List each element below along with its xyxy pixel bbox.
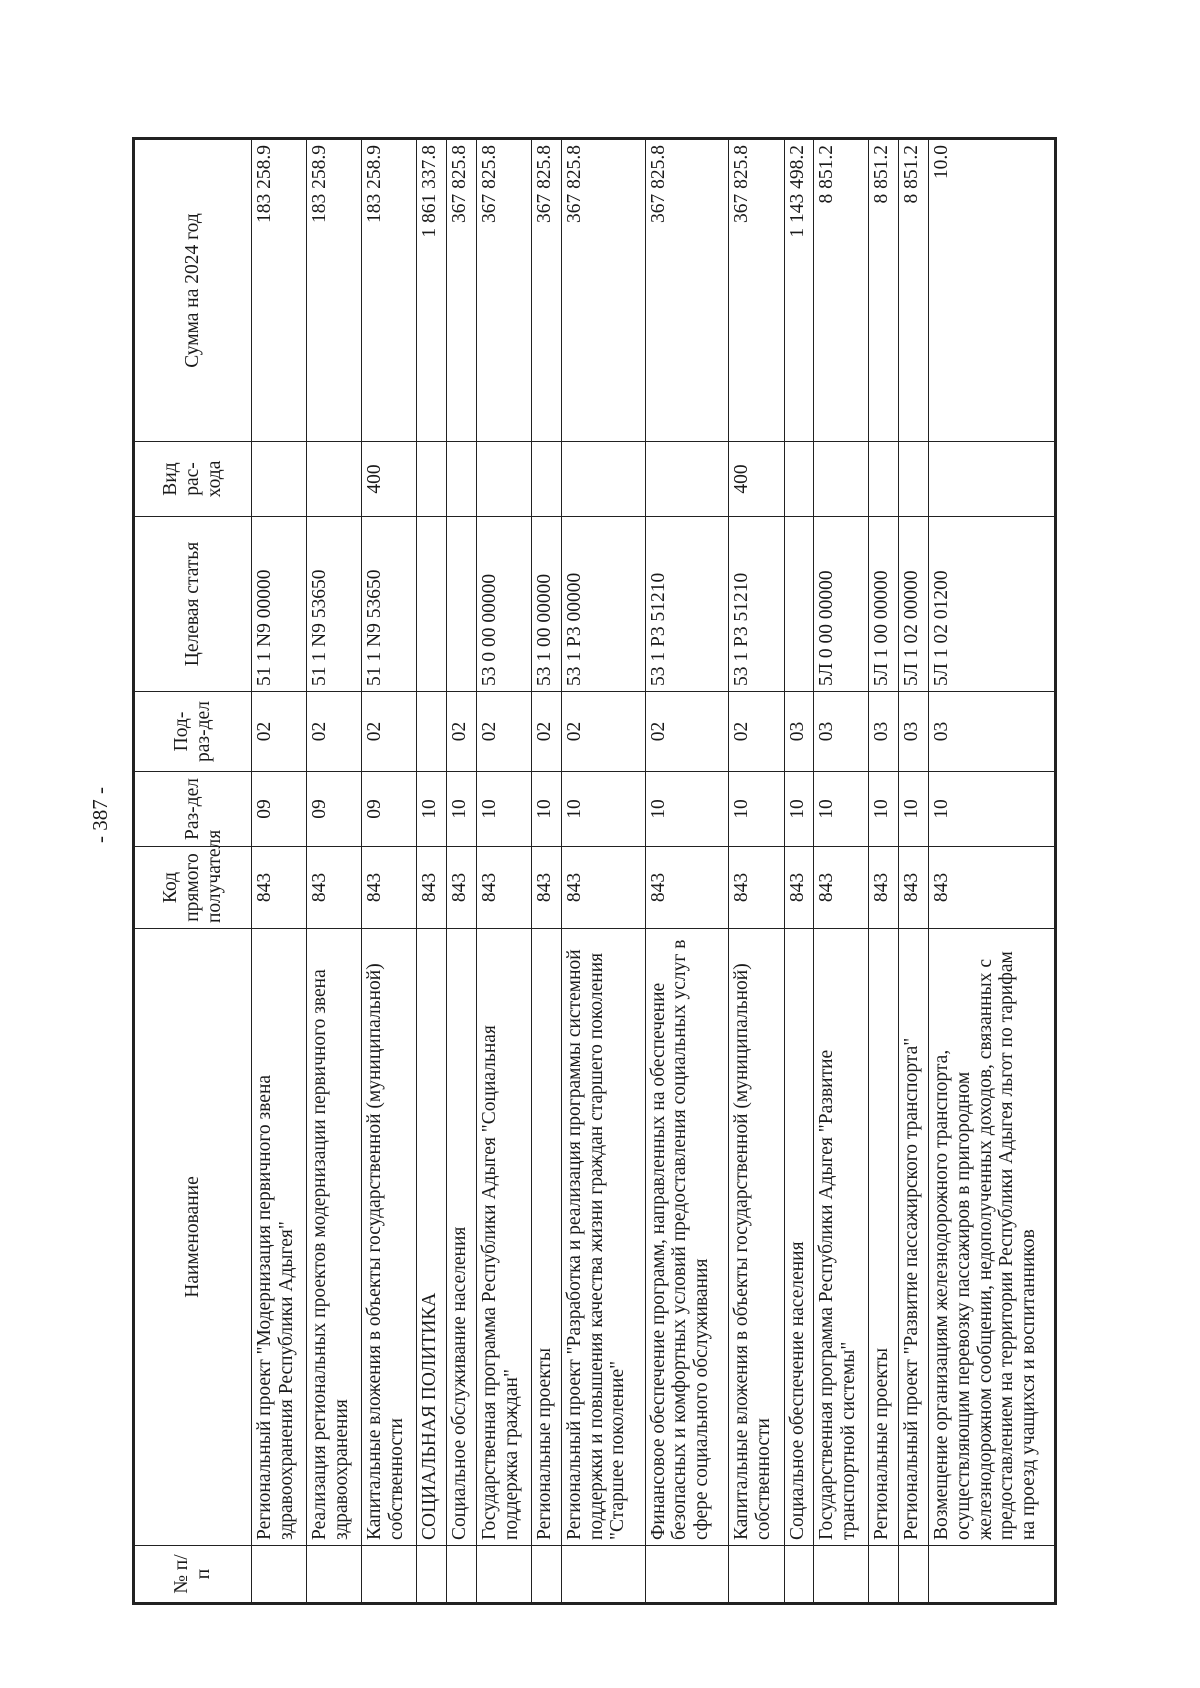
cell-vid — [928, 442, 1055, 517]
cell-sum: 367 825.8 — [729, 139, 784, 442]
cell-name: Государственная программа Республики Адыгея "Социальная поддержка граждан" — [476, 929, 531, 1546]
cell-sum: 10.0 — [928, 139, 1055, 442]
cell-razdel: 10 — [645, 772, 729, 847]
cell-podrazdel: 02 — [645, 692, 729, 772]
cell-statya: 51 1 N9 00000 — [252, 517, 307, 692]
cell-sum: 8 851.2 — [899, 139, 929, 442]
cell-podrazdel: 03 — [869, 692, 899, 772]
table-row — [869, 139, 899, 1604]
cell-podrazdel: 03 — [899, 692, 929, 772]
cell-statya — [447, 517, 477, 692]
cell-razdel: 09 — [307, 772, 362, 847]
cell-num — [447, 1546, 477, 1604]
cell-name: Региональный проект "Разработка и реализация программы системной поддержки и повышения качества жизни граждан старшего поколения "Старшее поколение" — [561, 929, 645, 1546]
table-row — [532, 139, 562, 1604]
cell-sum: 1 861 337.8 — [417, 139, 447, 442]
table-row — [362, 139, 417, 1604]
cell-razdel: 10 — [869, 772, 899, 847]
cell-podrazdel: 02 — [729, 692, 784, 772]
cell-code: 843 — [476, 847, 531, 929]
cell-razdel: 10 — [729, 772, 784, 847]
cell-name: Социальное обслуживание населения — [447, 929, 477, 1546]
cell-statya — [784, 517, 814, 692]
cell-num — [869, 1546, 899, 1604]
cell-num — [814, 1546, 869, 1604]
cell-sum: 1 143 498.2 — [784, 139, 814, 442]
cell-razdel: 10 — [476, 772, 531, 847]
cell-podrazdel: 02 — [447, 692, 477, 772]
header-vid: Вид рас-хода — [134, 442, 252, 517]
cell-code: 843 — [928, 847, 1055, 929]
cell-statya: 5Л 1 00 00000 — [869, 517, 899, 692]
cell-podrazdel: 02 — [476, 692, 531, 772]
cell-sum: 183 258.9 — [362, 139, 417, 442]
cell-statya: 53 1 P3 00000 — [561, 517, 645, 692]
cell-razdel: 10 — [899, 772, 929, 847]
header-statya: Целевая статья — [134, 517, 252, 692]
cell-statya: 53 1 P3 51210 — [645, 517, 729, 692]
header-row — [134, 139, 252, 1604]
cell-vid: 400 — [362, 442, 417, 517]
cell-razdel: 10 — [814, 772, 869, 847]
cell-name: Социальное обеспечение населения — [784, 929, 814, 1546]
cell-statya — [417, 517, 447, 692]
cell-num — [645, 1546, 729, 1604]
cell-name: СОЦИАЛЬНАЯ ПОЛИТИКА — [417, 929, 447, 1546]
cell-num — [307, 1546, 362, 1604]
cell-razdel: 09 — [252, 772, 307, 847]
cell-vid — [784, 442, 814, 517]
cell-code: 843 — [561, 847, 645, 929]
cell-code: 843 — [417, 847, 447, 929]
cell-code: 843 — [447, 847, 477, 929]
cell-vid — [814, 442, 869, 517]
cell-statya: 53 0 00 00000 — [476, 517, 531, 692]
cell-code: 843 — [729, 847, 784, 929]
cell-vid — [645, 442, 729, 517]
cell-razdel: 10 — [532, 772, 562, 847]
table-row — [447, 139, 477, 1604]
cell-statya: 53 1 P3 51210 — [729, 517, 784, 692]
cell-razdel: 10 — [561, 772, 645, 847]
rotated-table-wrapper — [132, 140, 1057, 1605]
cell-statya: 5Л 1 02 00000 — [899, 517, 929, 692]
cell-code: 843 — [645, 847, 729, 929]
header-num: № п/п — [134, 1546, 252, 1604]
cell-name: Капитальные вложения в объекты государственной (муниципальной) собственности — [729, 929, 784, 1546]
table-row — [252, 139, 307, 1604]
cell-name: Реализация региональных проектов модернизации первичного звена здравоохранения — [307, 929, 362, 1546]
cell-razdel: 10 — [447, 772, 477, 847]
cell-num — [928, 1546, 1055, 1604]
header-sum: Сумма на 2024 год — [134, 139, 252, 442]
cell-podrazdel: 02 — [532, 692, 562, 772]
cell-podrazdel: 02 — [307, 692, 362, 772]
cell-vid — [899, 442, 929, 517]
page-number: - 387 - — [88, 787, 112, 843]
table-row — [645, 139, 729, 1604]
cell-vid — [869, 442, 899, 517]
cell-sum: 367 825.8 — [561, 139, 645, 442]
cell-num — [899, 1546, 929, 1604]
cell-name: Финансовое обеспечение программ, направленных на обеспечение безопасных и комфортных условий предоставления социальных услуг в сфере социального обслуживания — [645, 929, 729, 1546]
table-row — [476, 139, 531, 1604]
cell-code: 843 — [307, 847, 362, 929]
cell-sum: 8 851.2 — [869, 139, 899, 442]
cell-sum: 367 825.8 — [476, 139, 531, 442]
cell-podrazdel: 03 — [814, 692, 869, 772]
table-row — [729, 139, 784, 1604]
cell-sum: 8 851.2 — [814, 139, 869, 442]
cell-name: Региональный проект "Развитие пассажирского транспорта" — [899, 929, 929, 1546]
cell-num — [532, 1546, 562, 1604]
cell-sum: 183 258.9 — [307, 139, 362, 442]
cell-num — [784, 1546, 814, 1604]
cell-vid — [447, 442, 477, 517]
header-podrazdel: Под-раз-дел — [134, 692, 252, 772]
cell-code: 843 — [814, 847, 869, 929]
cell-razdel: 10 — [417, 772, 447, 847]
cell-vid — [307, 442, 362, 517]
cell-num — [252, 1546, 307, 1604]
cell-podrazdel: 02 — [561, 692, 645, 772]
cell-vid — [417, 442, 447, 517]
cell-statya: 5Л 0 00 00000 — [814, 517, 869, 692]
cell-code: 843 — [899, 847, 929, 929]
header-razdel: Раз-дел — [134, 772, 252, 847]
cell-razdel: 10 — [928, 772, 1055, 847]
table-row — [928, 139, 1055, 1604]
cell-name: Региональные проекты — [869, 929, 899, 1546]
cell-podrazdel: 02 — [362, 692, 417, 772]
cell-statya: 5Л 1 02 01200 — [928, 517, 1055, 692]
cell-statya: 51 1 N9 53650 — [307, 517, 362, 692]
cell-statya: 51 1 N9 53650 — [362, 517, 417, 692]
cell-name: Государственная программа Республики Адыгея "Развитие транспортной системы" — [814, 929, 869, 1546]
cell-sum: 183 258.9 — [252, 139, 307, 442]
table-row — [417, 139, 447, 1604]
cell-sum: 367 825.8 — [447, 139, 477, 442]
cell-sum: 367 825.8 — [645, 139, 729, 442]
cell-podrazdel: 03 — [784, 692, 814, 772]
table-row — [561, 139, 645, 1604]
cell-num — [417, 1546, 447, 1604]
cell-vid — [561, 442, 645, 517]
table-row — [814, 139, 869, 1604]
cell-num — [561, 1546, 645, 1604]
cell-vid — [532, 442, 562, 517]
cell-name: Капитальные вложения в объекты государственной (муниципальной) собственности — [362, 929, 417, 1546]
cell-code: 843 — [252, 847, 307, 929]
cell-podrazdel — [417, 692, 447, 772]
cell-name: Региональные проекты — [532, 929, 562, 1546]
cell-num — [476, 1546, 531, 1604]
cell-code: 843 — [532, 847, 562, 929]
cell-razdel: 10 — [784, 772, 814, 847]
cell-sum: 367 825.8 — [532, 139, 562, 442]
cell-razdel: 09 — [362, 772, 417, 847]
cell-podrazdel: 02 — [252, 692, 307, 772]
cell-num — [362, 1546, 417, 1604]
table-row — [307, 139, 362, 1604]
header-code: Код прямого получателя — [134, 847, 252, 929]
cell-name: Возмещение организациям железнодорожного транспорта, осуществляющим перевозку пассажиров в пригородном железнодорожном сообщении, недополученных доходов, связанных с предоставлением на территории Республики Адыгея льгот по тарифам на проезд учащихся и воспитанников — [928, 929, 1055, 1546]
budget-table — [132, 137, 1057, 1605]
cell-podrazdel: 03 — [928, 692, 1055, 772]
cell-code: 843 — [784, 847, 814, 929]
header-name: Наименование — [134, 929, 252, 1546]
cell-name: Региональный проект "Модернизация первичного звена здравоохранения Республики Адыгея" — [252, 929, 307, 1546]
cell-vid — [252, 442, 307, 517]
cell-vid — [476, 442, 531, 517]
cell-code: 843 — [362, 847, 417, 929]
table-row — [899, 139, 929, 1604]
table-row — [784, 139, 814, 1604]
cell-code: 843 — [869, 847, 899, 929]
cell-statya: 53 1 00 00000 — [532, 517, 562, 692]
cell-vid: 400 — [729, 442, 784, 517]
cell-num — [729, 1546, 784, 1604]
